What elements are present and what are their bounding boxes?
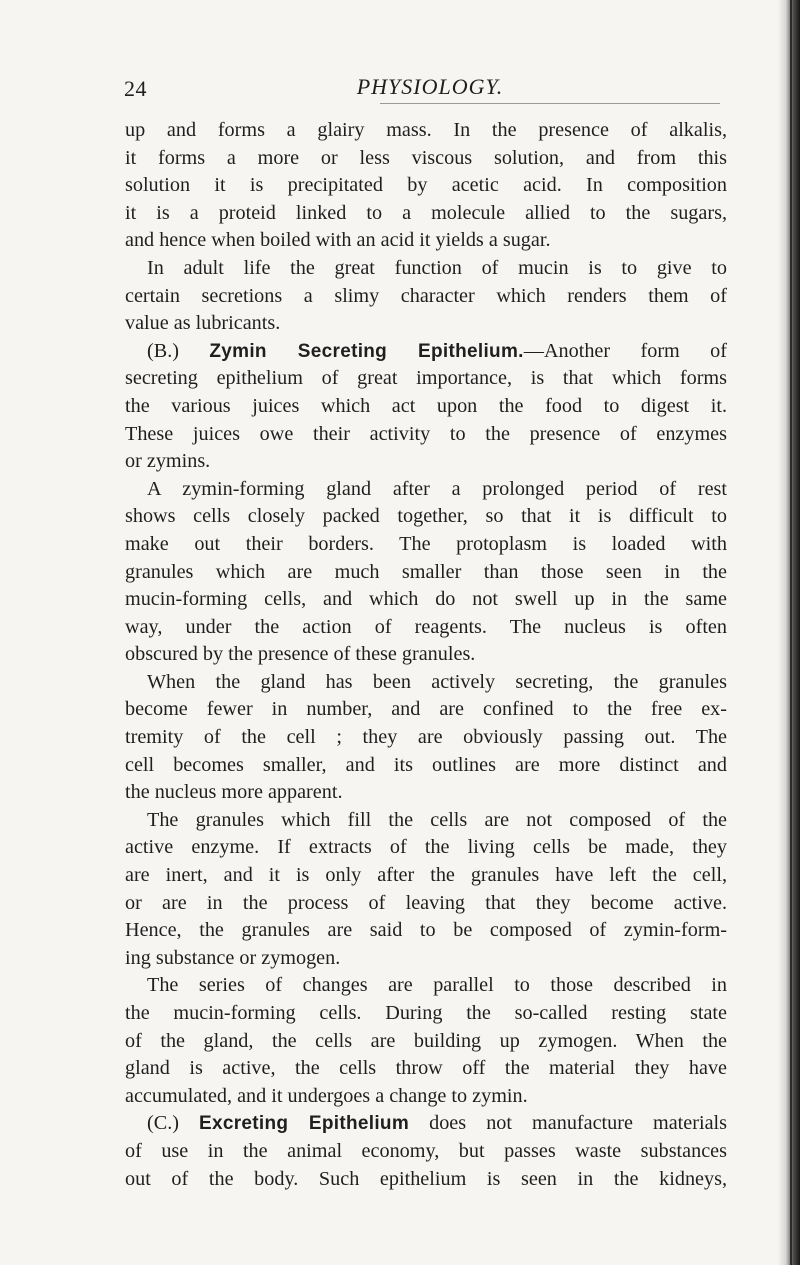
text-line: shows cells closely packed together, so that it is difficult to <box>125 505 727 528</box>
text-line: Hence, the granules are said to be composed of zymin-form- <box>125 919 727 942</box>
text-line: it is a proteid linked to a molecule allied to the sugars, <box>125 201 727 224</box>
text-line: accumulated, and it undergoes a change to zymin. <box>125 1084 528 1107</box>
text-line: ing substance or zymogen. <box>125 946 341 969</box>
text-line: The granules which fill the cells are not composed of the <box>147 808 727 831</box>
body-text <box>125 117 727 1193</box>
text-line: way, under the action of reagents. The nucleus is often <box>125 615 727 638</box>
section-label: (B.) <box>147 339 210 362</box>
text-line: The series of changes are parallel to those described in <box>147 974 727 997</box>
text-line: the nucleus more apparent. <box>125 781 343 804</box>
text-line-with-heading <box>125 1110 727 1138</box>
text-line: out of the body. Such epithelium is seen in the kidneys, <box>125 1167 727 1190</box>
text-line: cell becomes smaller, and its outlines are more distinct and <box>125 753 727 776</box>
text-line: up and forms a glairy mass. In the presence of alkalis, <box>125 119 727 141</box>
text-line: A zymin-forming gland after a prolonged period of rest <box>147 477 727 500</box>
text-line: mucin-forming cells, and which do not swell up in the same <box>125 588 727 611</box>
section-heading: Excreting Epithelium <box>199 1113 410 1135</box>
text-line: of use in the animal economy, but passes waste substances <box>125 1139 727 1162</box>
page-edge-shadow <box>778 0 800 1265</box>
text-line: secreting epithelium of great importance, is that which forms <box>125 367 727 390</box>
text-line: These juices owe their activity to the presence of enzymes <box>125 422 727 445</box>
text-line: value as lubricants. <box>125 312 281 335</box>
text-line: When the gland has been actively secreting, the granules <box>147 670 727 693</box>
section-heading: Zymin Secreting Epithelium. <box>209 340 524 362</box>
section-text: does not manufacture materials <box>409 1112 727 1135</box>
page-number: 24 <box>124 76 147 101</box>
text-line: certain secretions a slimy character which renders them of <box>125 284 727 307</box>
text-line: the mucin-forming cells. During the so-called resting state <box>125 1002 727 1024</box>
text-line: or are in the process of leaving that they become active. <box>125 891 727 914</box>
text-line: solution it is precipitated by acetic acid. In composition <box>125 174 727 197</box>
section-text: —Another form of <box>523 339 727 362</box>
text-line: and hence when boiled with an acid it yields a sugar. <box>125 229 551 252</box>
running-title: PHYSIOLOGY. <box>356 74 504 99</box>
text-line: become fewer in number, and are confined to the free ex- <box>125 698 727 721</box>
text-line-with-heading <box>125 338 727 366</box>
section-label: (C.) <box>147 1112 200 1135</box>
text-line: make out their borders. The protoplasm is loaded with <box>125 532 727 555</box>
text-line: In adult life the great function of mucin is to give to <box>147 256 727 279</box>
text-line: active enzyme. If extracts of the living cells be made, they <box>125 836 727 859</box>
text-line: of the gland, the cells are building up zymogen. When the <box>125 1029 727 1052</box>
text-line: tremity of the cell ; they are obviously passing out. The <box>125 726 727 749</box>
text-line: it forms a more or less viscous solution, and from this <box>125 146 727 169</box>
text-line: are inert, and it is only after the granules have left the cell, <box>125 864 727 887</box>
text-line: obscured by the presence of these granules. <box>125 643 476 666</box>
text-line: gland is active, the cells throw off the material they have <box>125 1057 727 1080</box>
header-rule <box>380 103 720 104</box>
text-line: granules which are much smaller than those seen in the <box>125 560 727 583</box>
page-edge-line <box>790 0 792 1265</box>
text-line: or zymins. <box>125 450 211 473</box>
text-line: the various juices which act upon the food to digest it. <box>125 394 727 417</box>
